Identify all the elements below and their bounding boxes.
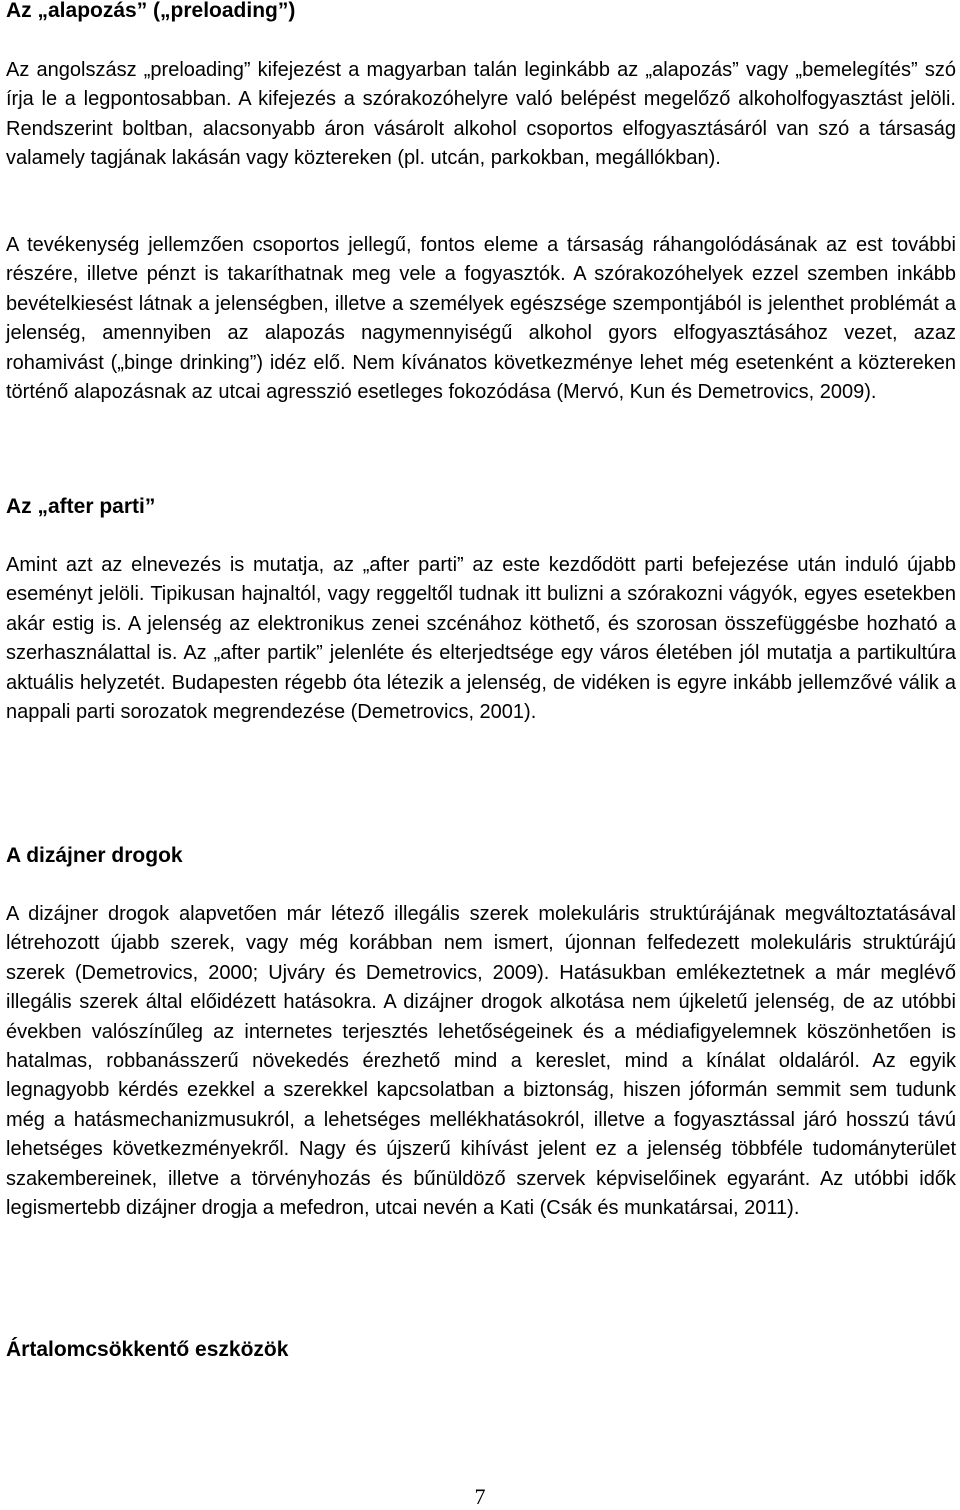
section-heading-harm-reduction: Ártalomcsökkentő eszközök: [6, 1338, 289, 1361]
section-heading-preloading: Az „alapozás” („preloading”): [6, 0, 296, 22]
paragraph-preloading-effects: A tevékenység jellemzően csoportos jellegű, fontos eleme a társaság ráhangolódásának az est további részére, illetve pénzt is takaríthatnak meg vele a fogyasztók. A szórakozóhelyek ezzel szemben inkább bevételkiesést látnak a jelenségben, illetve a személyek egészsége szempontjából is jelenthet problémát a jelenség, amennyiben az alapozás nagymennyiségű alkohol gyors elfogyasztásához vezet, azaz rohamivást („binge drinking”) idéz elő. Nem kívánatos következménye lehet még esetenként a köztereken történő alapozásnak az utcai agresszió esetleges fokozódása (Mervó, Kun és Demetrovics, 2009).: [6, 234, 956, 404]
paragraph-designer-drugs: A dizájner drogok alapvetően már létező illegális szerek molekuláris struktúrájának megváltoztatásával létrehozott újabb szerek, vagy még korábban nem ismert, újonnan felfedezett molekuláris struktúrájú szerek (Demetrovics, 2000; Ujváry és Demetrovics, 2009). Hatásukban emlékeztetnek a már meglévő illegális szerek által előidézett hatásokra. A dizájner drogok alkotása nem újkeletű jelenség, de az utóbbi években valószínűleg az internetes terjesztés lehetőségeinek és a médiafigyelemnek köszönhetően is hatalmas, robbanásszerű növekedés érezhető mind a kereslet, mind a kínálat oldaláról. Az egyik legnagyobb kérdés ezekkel a szerekkel kapcsolatban a biztonság, hiszen jóformán semmit sem tudunk még a hatásmechanizmusukról, a lehetséges mellékhatásokról, illetve a fogyasztással járó hosszú távú lehetséges következményekről. Nagy és újszerű kihívást jelent ez a jelenség többféle tudományterület szakembereinek, illetve a törvényhozás és bűnüldöző szervek képviselőinek egyaránt. Az utóbbi idők legismertebb dizájner drogja a mefedron, utcai nevén a Kati (Csák és munkatársai, 2011).: [6, 903, 956, 1220]
section-heading-designer-drugs: A dizájner drogok: [6, 844, 183, 867]
paragraph-preloading-definition: Az angolszász „preloading” kifejezést a magyarban talán leginkább az „alapozás” vagy „bemelegítés” szó írja le a legpontosabban. A kifejezés a szórakozóhelyre való belépést megelőző alkoholfogyasztást jelöli. Rendszerint boltban, alacsonyabb áron vásárolt alkohol csoportos elfogyasztásáról van szó a társaság valamely tagjának lakásán vagy köztereken (pl. utcán, parkokban, megállókban).: [6, 59, 956, 170]
paragraph-after-party: Amint azt az elnevezés is mutatja, az „after parti” az este kezdődött parti befejezése után induló újabb eseményt jelöli. Tipikusan hajnaltól, vagy reggeltől tudnak itt bulizni a szórakozni vágyók, egyes esetekben akár estig is. A jelenség az elektronikus zenei szcénához köthető, és szorosan összefüggésbe hozható a szerhasználattal is. Az „after partik” jelenléte és elterjedtsége egy város életében jól mutatja a partikultúra aktuális helyzetét. Budapesten régebb óta létezik a jelenség, de vidéken is egyre inkább jellemzővé válik a nappali parti sorozatok megrendezése (Demetrovics, 2001).: [6, 554, 956, 724]
section-heading-after-party: Az „after parti”: [6, 495, 156, 518]
page-number: 7: [474, 1484, 486, 1509]
